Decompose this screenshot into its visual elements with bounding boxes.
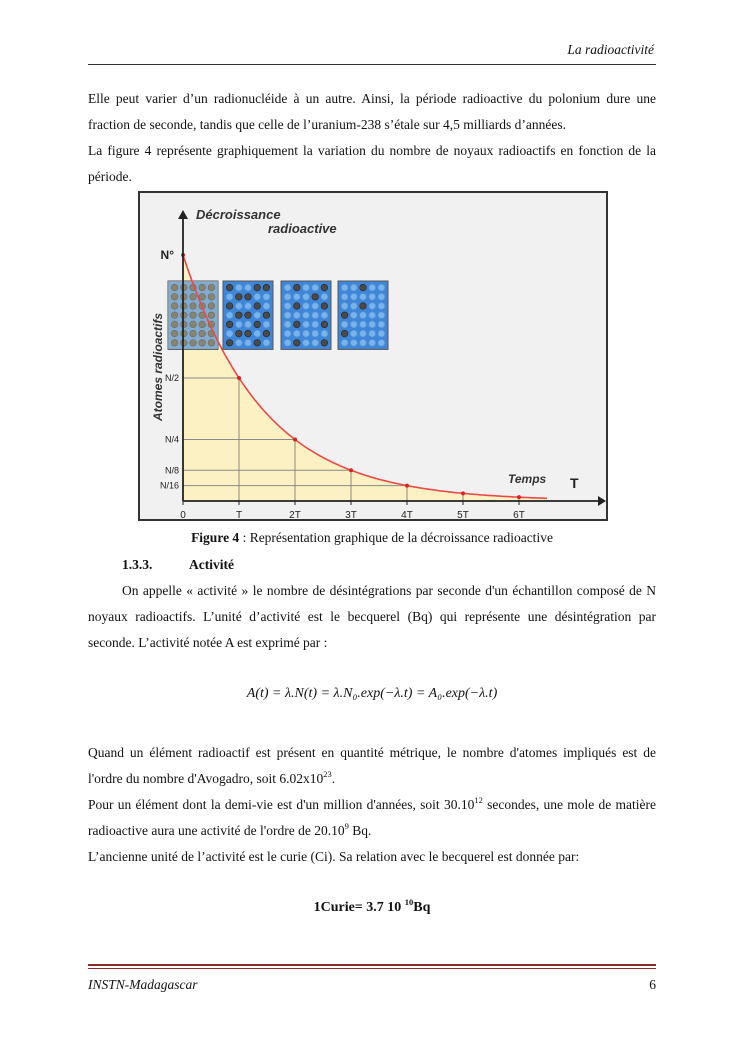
active-atom (294, 284, 301, 291)
decayed-atom (226, 330, 233, 337)
y-tick-label: N/8 (164, 465, 179, 476)
decayed-atom (284, 340, 291, 347)
active-atom (226, 303, 233, 310)
footer-rule (88, 964, 656, 966)
decayed-atom (303, 312, 310, 319)
decayed-atom (236, 303, 243, 310)
intro-paragraph: Elle peut varier d’un radionucléide à un autre. Ainsi, la période radioactive du polonium dure une fraction de seconde, tandis que celle de l’uranium-238 s’étale sur 4,5 milliards d’années. (88, 91, 656, 132)
curie-relation (0, 897, 744, 916)
half-life-text-b: secondes, une mole de matière radioactive aura une activité de l'ordre de 20.10 (88, 797, 657, 838)
decayed-atom (321, 330, 328, 337)
figure-intro-paragraph: La figure 4 représente graphiquement la variation du nombre de noyaux radioactifs en fonction de la période. (88, 143, 656, 184)
decayed-atom (360, 340, 367, 347)
decayed-atom (284, 321, 291, 328)
active-atom (321, 340, 328, 347)
data-point (237, 376, 241, 380)
curie-intro: L’ancienne unité de l’activité est le curie (Ci). Sa relation avec le becquerel est donnée par: (88, 849, 580, 864)
decayed-atom (263, 340, 270, 347)
decayed-atom (245, 340, 252, 347)
caption-text: : Représentation graphique de la décroissance radioactive (239, 530, 553, 545)
decayed-atom (303, 303, 310, 310)
decayed-atom (312, 321, 319, 328)
decayed-atom (341, 321, 348, 328)
decayed-atom (369, 312, 376, 319)
decayed-atom (378, 284, 385, 291)
y-tick-label: N° (160, 248, 174, 262)
active-atom (226, 284, 233, 291)
decayed-atom (294, 294, 301, 301)
decayed-atom (321, 294, 328, 301)
data-point (349, 468, 353, 472)
active-atom (263, 330, 270, 337)
decayed-atom (236, 321, 243, 328)
activity-equation: A(t) = λ.N(t) = λ.N₀.exp(−λ.t) = A₀.exp(−λ.t) (246, 686, 498, 701)
active-atom (341, 312, 348, 319)
x-tick-label: 4T (401, 510, 413, 521)
active-atom (360, 303, 367, 310)
data-point (461, 491, 465, 495)
decayed-atom (341, 340, 348, 347)
active-atom (236, 330, 243, 337)
decayed-atom (312, 312, 319, 319)
active-atom (263, 284, 270, 291)
decayed-atom (378, 340, 385, 347)
x-tick-label: 5T (457, 510, 469, 521)
active-atom (254, 284, 261, 291)
active-atom (236, 312, 243, 319)
decayed-atom (369, 321, 376, 328)
decayed-atom (236, 284, 243, 291)
caption-label: Figure 4 (191, 530, 240, 545)
active-atom (312, 294, 319, 301)
decayed-atom (294, 312, 301, 319)
half-life-paragraph (88, 792, 656, 844)
decayed-atom (312, 303, 319, 310)
decayed-atom (263, 294, 270, 301)
active-atom (236, 294, 243, 301)
activity-definition: On appelle « activité » le nombre de désintégrations par seconde d'un échantillon composé de N noyaux radioactifs. L’unité d’activité est le becquerel (Bq) qui représente une désintégration par seconde. L’activité notée A est exprimé par : (88, 583, 656, 650)
avogadro-paragraph (88, 740, 656, 792)
curie-exponent: 10 (404, 897, 414, 907)
active-atom (294, 321, 301, 328)
footer-institution: INSTN-Madagascar (88, 977, 198, 992)
decayed-atom (226, 312, 233, 319)
decayed-atom (284, 294, 291, 301)
decayed-atom (303, 340, 310, 347)
decayed-atom (312, 340, 319, 347)
decayed-atom (245, 303, 252, 310)
avogadro-exponent: 23 (323, 769, 332, 779)
section-title: Activité (189, 557, 234, 572)
decayed-atom (360, 330, 367, 337)
decayed-atom (236, 340, 243, 347)
decayed-atom (294, 330, 301, 337)
decayed-atom (369, 330, 376, 337)
decayed-atom (226, 294, 233, 301)
decayed-atom (284, 312, 291, 319)
atom-grid (281, 281, 331, 349)
decayed-atom (369, 303, 376, 310)
decayed-atom (378, 294, 385, 301)
atom-grid (338, 281, 388, 349)
y-tick-label: N/4 (164, 434, 179, 445)
decayed-atom (284, 303, 291, 310)
x-axis-symbol: T (570, 475, 579, 491)
x-tick-label: 6T (513, 510, 525, 521)
x-tick-label: 2T (289, 510, 301, 521)
page-number: 6 (649, 977, 656, 992)
y-axis-label: Atomes radioactifs (151, 312, 165, 421)
y-tick-label: N/2 (164, 373, 179, 383)
active-atom (263, 312, 270, 319)
active-atom (341, 330, 348, 337)
active-atom (254, 303, 261, 310)
half-life-exponent-2: 9 (344, 821, 349, 831)
decayed-atom (321, 312, 328, 319)
decayed-atom (303, 284, 310, 291)
x-tick-label: 3T (345, 510, 357, 521)
y-tick-label: N/16 (159, 480, 179, 491)
decayed-atom (341, 294, 348, 301)
active-atom (321, 303, 328, 310)
curie-text-b: Bq (413, 900, 431, 915)
decayed-atom (254, 312, 261, 319)
decayed-atom (263, 321, 270, 328)
decayed-atom (284, 330, 291, 337)
decayed-atom (378, 312, 385, 319)
decayed-atom (378, 330, 385, 337)
decayed-atom (284, 284, 291, 291)
avogadro-end: . (331, 771, 336, 786)
active-atom (294, 303, 301, 310)
decayed-atom (378, 321, 385, 328)
chart-title-line1: Décroissance (196, 207, 281, 222)
decayed-atom (351, 284, 358, 291)
page-header (88, 40, 656, 65)
decayed-atom (351, 321, 358, 328)
decayed-atom (341, 284, 348, 291)
active-atom (321, 321, 328, 328)
active-atom (226, 340, 233, 347)
data-point (517, 495, 521, 499)
decayed-atom (351, 330, 358, 337)
active-atom (321, 284, 328, 291)
decayed-atom (303, 294, 310, 301)
decayed-atom (360, 321, 367, 328)
atom-grid (223, 281, 273, 349)
active-atom (245, 294, 252, 301)
decayed-atom (245, 284, 252, 291)
decayed-atom (369, 340, 376, 347)
half-life-text-a: Pour un élément dont la demi-vie est d'un million d'années, soit 30.10 (88, 797, 475, 812)
active-atom (294, 340, 301, 347)
decayed-atom (378, 303, 385, 310)
decayed-atom (245, 321, 252, 328)
active-atom (254, 321, 261, 328)
grid-highlight (168, 281, 218, 349)
avogadro-text: Quand un élément radioactif est présent en quantité métrique, le nombre d'atomes impliqués est de l'ordre du nombre d'Avogadro, soit 6.02x10 (88, 745, 656, 786)
active-atom (254, 340, 261, 347)
figure-caption (0, 530, 744, 546)
active-atom (360, 284, 367, 291)
x-axis-label: Temps (508, 472, 547, 486)
curie-text-a: 1Curie= 3.7 10 (313, 900, 405, 915)
decayed-atom (254, 330, 261, 337)
half-life-exponent-1: 12 (474, 795, 483, 805)
decayed-atom (351, 340, 358, 347)
header-title: La radioactivité (567, 42, 654, 57)
decay-chart (138, 191, 608, 521)
active-atom (226, 321, 233, 328)
decayed-atom (369, 294, 376, 301)
decayed-atom (303, 321, 310, 328)
half-life-text-c: Bq. (348, 823, 372, 838)
decayed-atom (254, 294, 261, 301)
decayed-atom (351, 312, 358, 319)
decayed-atom (369, 284, 376, 291)
decayed-atom (341, 303, 348, 310)
decayed-atom (360, 294, 367, 301)
active-atom (245, 330, 252, 337)
x-tick-label: 0 (180, 510, 186, 521)
footer-rule-thin (88, 968, 656, 969)
chart-title-line2: radioactive (268, 221, 337, 236)
decayed-atom (351, 303, 358, 310)
x-tick-label: T (235, 510, 243, 521)
decayed-atom (312, 330, 319, 337)
data-point (293, 438, 297, 442)
decayed-atom (312, 284, 319, 291)
data-point (405, 484, 409, 488)
decayed-atom (303, 330, 310, 337)
decayed-atom (360, 312, 367, 319)
section-number: 1.3.3. (122, 557, 153, 572)
figure-4 (138, 191, 608, 521)
section-heading (122, 557, 234, 573)
active-atom (245, 312, 252, 319)
decayed-atom (263, 303, 270, 310)
decayed-atom (351, 294, 358, 301)
